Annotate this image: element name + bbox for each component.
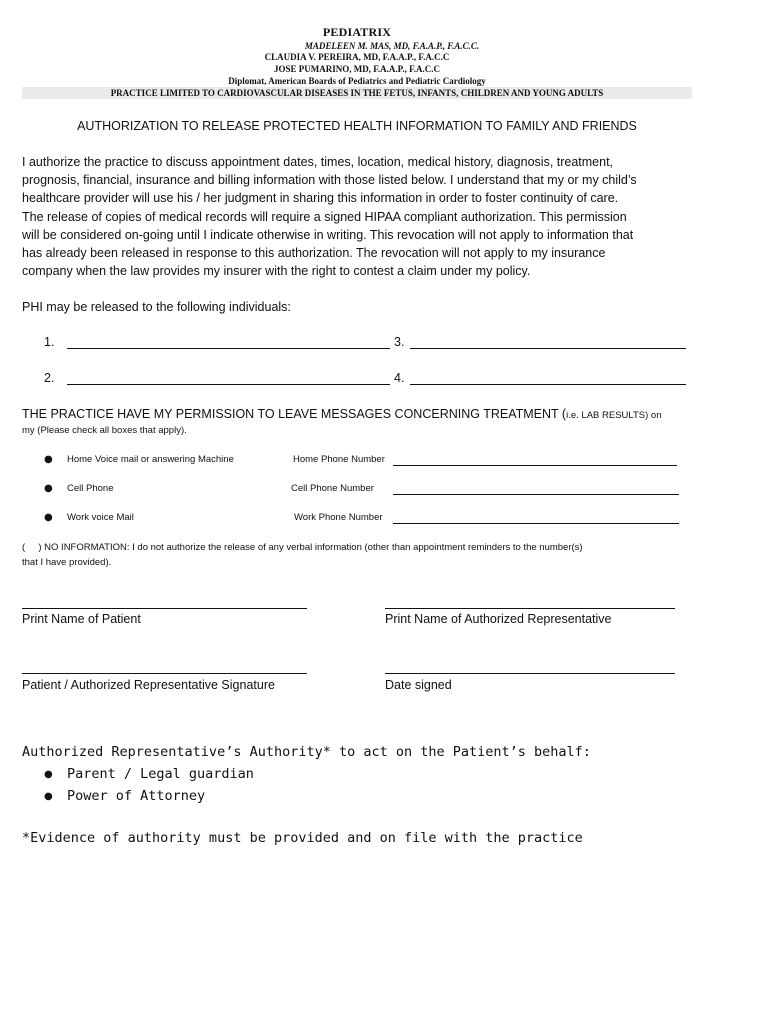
doctor-name: CLAUDIA V. PEREIRA, MD, F.A.A.P., F.A.C.C — [264, 52, 450, 62]
phi-intro-text: PHI may be released to the following individuals: — [22, 300, 291, 314]
option-cell-phone[interactable]: Cell Phone — [67, 483, 114, 494]
no-information-line: that I have provided). — [22, 557, 112, 568]
message-permission-instruction: my (Please check all boxes that apply). — [22, 425, 187, 436]
individual-4-number: 4. — [394, 371, 405, 385]
work-phone-label: Work Phone Number — [294, 512, 383, 523]
paragraph-line: prognosis, financial, insurance and billing information with those listed below. I understand that my or my child’s — [22, 173, 637, 188]
authorization-paragraph — [22, 153, 694, 280]
bullet-icon: ● — [44, 769, 53, 780]
diplomat-line: Diplomat, American Boards of Pediatrics and Pediatric Cardiology — [228, 76, 486, 86]
rep-name-label: Print Name of Authorized Representative — [385, 612, 612, 626]
patient-name-field[interactable] — [22, 608, 307, 609]
individual-4-field[interactable] — [410, 384, 686, 385]
doctor-name: JOSE PUMARINO, MD, F.A.A.P., F.A.C.C — [273, 64, 440, 74]
signature-field[interactable] — [22, 673, 307, 674]
paragraph-line: The release of copies of medical records will require a signed HIPAA compliant authorization. This permission — [22, 209, 627, 224]
paragraph-line: I authorize the practice to discuss appointment dates, times, location, medical history, diagnosis, treatment, — [22, 155, 614, 169]
home-phone-field[interactable] — [393, 465, 677, 466]
bullet-icon: ● — [44, 454, 53, 465]
individual-1-field[interactable] — [67, 348, 390, 349]
individual-3-number: 3. — [394, 335, 405, 349]
authority-item: Parent / Legal guardian — [67, 766, 254, 782]
form-title: AUTHORIZATION TO RELEASE PROTECTED HEALTH INFORMATION TO FAMILY AND FRIENDS — [77, 119, 637, 133]
no-information-line: ( ) NO INFORMATION: I do not authorize the release of any verbal information (other than appointment reminders to the number(s) — [22, 542, 583, 553]
work-phone-field[interactable] — [393, 523, 679, 524]
paragraph-line: will be considered on-going until I indicate otherwise in writing. This revocation will not apply to information that — [22, 227, 634, 242]
home-phone-label: Home Phone Number — [293, 454, 385, 465]
cell-phone-label: Cell Phone Number — [291, 483, 374, 494]
individual-2-number: 2. — [44, 371, 55, 385]
individual-1-number: 1. — [44, 335, 55, 349]
authority-item: Power of Attorney — [67, 788, 206, 804]
individual-3-field[interactable] — [410, 348, 686, 349]
bullet-icon: ● — [44, 483, 53, 494]
signature-label: Patient / Authorized Representative Signature — [22, 678, 275, 692]
rep-name-field[interactable] — [385, 608, 675, 609]
patient-name-label: Print Name of Patient — [22, 612, 141, 626]
individual-2-field[interactable] — [67, 384, 390, 385]
paragraph-line: company when the law provides my insurer with the right to contest a claim under my policy. — [22, 264, 531, 279]
option-home-voicemail[interactable]: Home Voice mail or answering Machine — [67, 454, 234, 465]
paragraph-line: healthcare provider will use his / her judgment in sharing this information in order to foster continuity of care. — [22, 191, 619, 206]
message-permission-heading: THE PRACTICE HAVE MY PERMISSION TO LEAVE MESSAGES CONCERNING TREATMENT (i.e. LAB RESULTS) on — [22, 407, 662, 421]
no-information-option[interactable] — [22, 540, 702, 570]
cell-phone-field[interactable] — [393, 494, 679, 495]
no-information-checkbox[interactable]: ( ) — [22, 542, 42, 553]
bullet-icon: ● — [44, 791, 53, 802]
practice-limited-banner: PRACTICE LIMITED TO CARDIOVASCULAR DISEASES IN THE FETUS, INFANTS, CHILDREN AND YOUNG ADULTS — [22, 87, 692, 99]
practice-name: PEDIATRIX — [322, 25, 392, 39]
date-signed-label: Date signed — [385, 678, 452, 692]
authority-note: *Evidence of authority must be provided and on file with the practice — [22, 830, 583, 846]
doctor-name: MADELEEN M. MAS, MD, F.A.A.P., F.A.C.C. — [304, 41, 480, 51]
paragraph-line: has already been released in response to this authorization. The revocation will not apply to my insurance — [22, 246, 606, 261]
date-signed-field[interactable] — [385, 673, 675, 674]
bullet-icon: ● — [44, 512, 53, 523]
option-work-voicemail[interactable]: Work voice Mail — [67, 512, 134, 523]
authority-heading: Authorized Representative’s Authority* to act on the Patient’s behalf: — [22, 744, 591, 760]
